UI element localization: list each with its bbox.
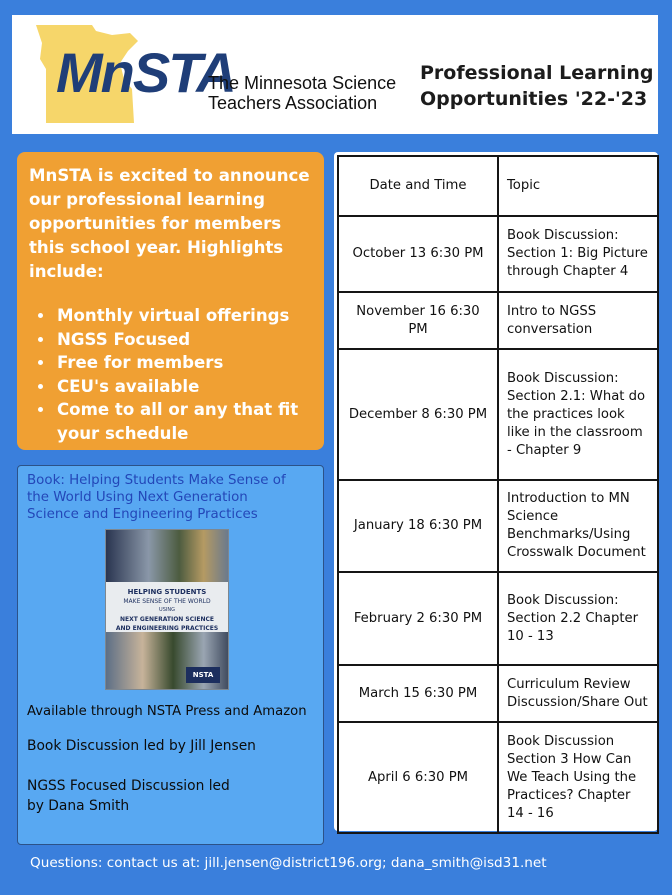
session-topic: Book Discussion: Section 2.2 Chapter 10 - 13 [498, 572, 658, 665]
highlight-item: • Free for members [55, 351, 312, 375]
session-topic: Curriculum Review Discussion/Share Out [498, 665, 658, 722]
highlight-item: • Monthly virtual offerings [55, 304, 312, 328]
cover-title-line: AND ENGINEERING PRACTICES [115, 625, 219, 632]
cover-title-line: NEXT GENERATION SCIENCE [120, 616, 214, 623]
announcement-text: MnSTA is excited to announce our professional learning opportunities for members this school year. Highlights include: [29, 166, 310, 281]
book-title-line: Book: Helping Students Make Sense of [27, 473, 286, 488]
schedule-table-container [334, 152, 658, 831]
organization-name-line2: Teachers Association [208, 93, 378, 113]
session-date: March 15 6:30 PM [338, 665, 498, 722]
page-title-line1: Professional Learning [420, 62, 654, 84]
schedule-table [337, 155, 659, 834]
book-title-line: the World Using Next Generation [27, 490, 248, 505]
mnsta-logo [32, 23, 412, 127]
session-date: April 6 6:30 PM [338, 722, 498, 833]
header-banner [12, 15, 658, 134]
session-date: December 8 6:30 PM [338, 349, 498, 480]
highlights-list [29, 304, 312, 446]
organization-name [208, 73, 418, 113]
cover-photo-top [106, 530, 228, 582]
cover-title-line: MAKE SENSE OF THE WORLD [123, 598, 211, 605]
book-cover-image [105, 529, 229, 690]
session-date: October 13 6:30 PM [338, 216, 498, 292]
session-date: February 2 6:30 PM [338, 572, 498, 665]
session-topic: Book Discussion Section 3 How Can We Teach Using the Practices? Chapter 14 - 16 [498, 722, 658, 833]
session-date: November 16 6:30 PM [338, 292, 498, 349]
cover-title [106, 588, 228, 633]
highlight-item: • Come to all or any that fit your schedule [55, 398, 312, 445]
page-title [420, 60, 656, 112]
page-title-line2: Opportunities '22-'23 [420, 88, 648, 110]
organization-name-line1: The Minnesota Science [208, 73, 397, 93]
table-row [338, 216, 658, 292]
session-topic: Introduction to MN Science Benchmarks/Using Crosswalk Document [498, 480, 658, 572]
highlight-item: • NGSS Focused [55, 328, 312, 352]
availability-text: Available through NSTA Press and Amazon [27, 704, 307, 719]
session-topic: Intro to NGSS conversation [498, 292, 658, 349]
table-row [338, 292, 658, 349]
cover-title-line: USING [159, 607, 175, 613]
book-panel [17, 465, 324, 845]
ngss-discussion-leader [27, 776, 322, 816]
session-date: January 18 6:30 PM [338, 480, 498, 572]
contact-footer: Questions: contact us at: jill.jensen@district196.org; dana_smith@isd31.net [30, 855, 547, 871]
ngss-leader-line2: by Dana Smith [27, 798, 130, 814]
column-header-topic: Topic [498, 156, 658, 216]
table-row [338, 665, 658, 722]
session-topic: Book Discussion: Section 2.1: What do the practices look like in the classroom - Chapter 9 [498, 349, 658, 480]
logo-wordmark: MnSTA [56, 41, 235, 104]
table-row [338, 572, 658, 665]
book-discussion-leader: Book Discussion led by Jill Jensen [27, 738, 256, 754]
table-row [338, 349, 658, 480]
session-topic: Book Discussion: Section 1: Big Picture through Chapter 4 [498, 216, 658, 292]
column-header-date: Date and Time [338, 156, 498, 216]
cover-title-line: HELPING STUDENTS [127, 588, 207, 596]
book-title [27, 472, 317, 523]
book-title-line: Science and Engineering Practices [27, 507, 258, 522]
table-row [338, 480, 658, 572]
announcement-panel [17, 152, 324, 450]
ngss-leader-line1: NGSS Focused Discussion led [27, 778, 230, 794]
highlight-item: • CEU's available [55, 375, 312, 399]
table-row [338, 722, 658, 833]
nsta-badge-logo: NSTA [186, 667, 220, 683]
table-header-row [338, 156, 658, 216]
